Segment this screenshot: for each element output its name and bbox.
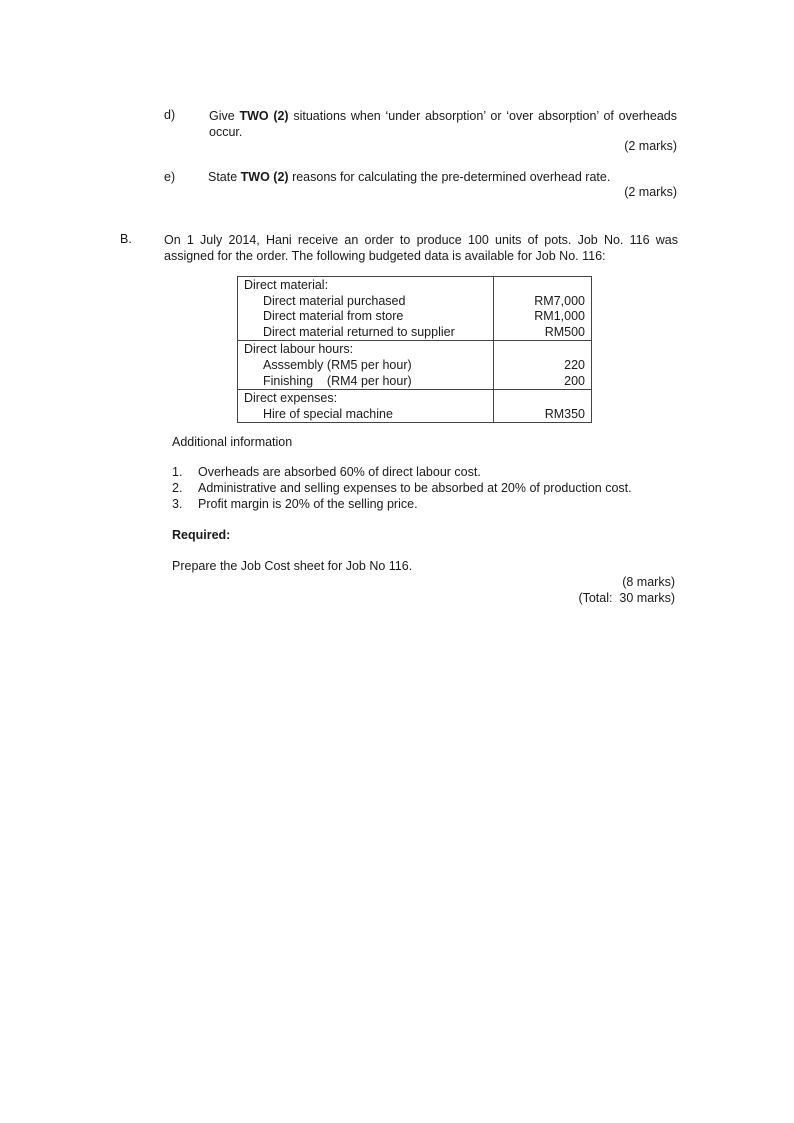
question-d-text-pre: Give xyxy=(209,109,240,123)
list-item-text: Overheads are absorbed 60% of direct labour cost. xyxy=(198,465,481,479)
part-b-label: B. xyxy=(120,232,132,246)
question-d-text xyxy=(209,108,677,140)
total-marks: (Total: 30 marks) xyxy=(578,591,675,605)
question-e-marks: (2 marks) xyxy=(624,185,677,199)
direct-expenses-heading: Direct expenses: xyxy=(244,391,338,406)
question-d-bold: TWO (2) xyxy=(239,109,289,123)
table-row xyxy=(238,277,592,341)
table-row xyxy=(238,390,592,423)
part-b-intro: On 1 July 2014, Hani receive an order to produce 100 units of pots. Job No. 116 was assigned for the order. The following budgeted data is available for Job No. 116: xyxy=(164,233,678,263)
table-row-label: Direct material from store xyxy=(263,309,404,324)
direct-labour-cell xyxy=(238,341,494,390)
question-d-label: d) xyxy=(164,108,176,122)
table-row-label: Finishing (RM4 per hour) xyxy=(263,373,412,388)
table-row-label: Asssembly (RM5 per hour) xyxy=(263,357,412,372)
required-text: Prepare the Job Cost sheet for Job No 116. xyxy=(172,559,413,573)
direct-labour-heading: Direct labour hours: xyxy=(244,342,354,357)
table-row-label: Direct material purchased xyxy=(263,293,406,308)
direct-material-heading: Direct material: xyxy=(244,278,329,292)
question-e-text-post: reasons for calculating the pre-determined overhead rate. xyxy=(288,170,611,184)
question-d-marks: (2 marks) xyxy=(624,139,677,153)
table-row-value: RM1,000 xyxy=(534,309,585,324)
list-item-number: 2. xyxy=(172,481,183,495)
table-row-value: RM350 xyxy=(544,406,585,421)
table-row-label: Hire of special machine xyxy=(263,406,393,421)
table-row-value: 200 xyxy=(564,373,585,388)
question-d-text-post: situations when ‘under absorption’ or ‘over absorption’ of overheads occur. xyxy=(209,109,677,139)
table-row xyxy=(238,341,592,390)
list-item-text: Administrative and selling expenses to be absorbed at 20% of production cost. xyxy=(198,481,632,495)
budget-table xyxy=(237,276,592,423)
list-item-text: Profit margin is 20% of the selling price. xyxy=(198,497,418,511)
list-item-number: 1. xyxy=(172,465,183,479)
part-b-marks: (8 marks) xyxy=(622,575,675,589)
table-row-value: RM500 xyxy=(544,324,585,339)
required-heading: Required: xyxy=(172,528,231,542)
additional-info-heading: Additional information xyxy=(172,435,293,449)
table-row-label: Direct material returned to supplier xyxy=(263,324,455,339)
direct-labour-values xyxy=(494,341,592,390)
question-e-label: e) xyxy=(164,170,176,184)
direct-material-cell xyxy=(238,277,494,341)
direct-material-values xyxy=(494,277,592,341)
question-e-text xyxy=(208,170,610,184)
table-row-value: RM7,000 xyxy=(534,293,585,308)
direct-expenses-values xyxy=(494,390,592,423)
list-item-number: 3. xyxy=(172,497,183,511)
question-e-bold: TWO (2) xyxy=(240,170,289,184)
direct-expenses-cell xyxy=(238,390,494,423)
question-e-text-pre: State xyxy=(208,170,241,184)
table-row-value: 220 xyxy=(564,357,585,372)
